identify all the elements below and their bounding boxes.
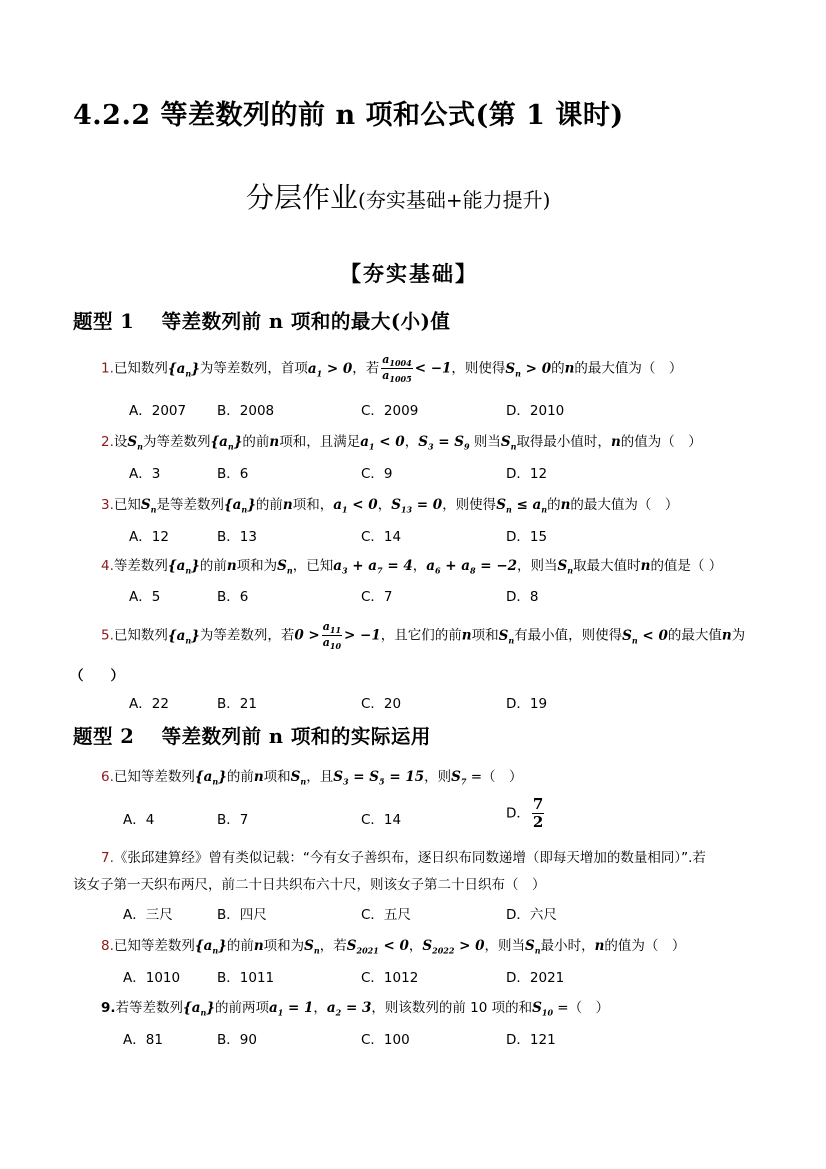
q4-option-c[interactable]: C．7 [361, 589, 393, 605]
q2-option-c[interactable]: C．9 [361, 466, 393, 482]
question-3: 3.已知$S_n$是等差数列$\{a_n\}$的前n项和，$a_1 < 0$，$S_{13} = 0$，则使得$S_n \le a_n$的n的最大值为（ ） [101, 497, 679, 515]
question-7-continuation: 该女子第一天织布两尺，前二十日共织布六十尺，则该女子第二十日织布（ ） [73, 877, 546, 893]
q7-option-b[interactable]: B．四尺 [217, 907, 267, 923]
q2-option-d[interactable]: D．12 [506, 466, 548, 482]
q9-option-d[interactable]: D．121 [506, 1032, 556, 1048]
question-number: 1. [101, 360, 114, 377]
q5-option-d[interactable]: D．19 [506, 696, 548, 712]
q5-option-a[interactable]: A．22 [129, 696, 169, 712]
question-number: 3. [101, 497, 114, 513]
q7-option-d[interactable]: D．六尺 [506, 907, 557, 923]
question-7-text: 《张邱建算经》曾有类似记载：“今有女子善织布，逐日织布同数递增（即每天增加的数量相同）”.若 [113, 850, 706, 866]
question-9: 9.若等差数列$\{a_n\}$的前两项$a_1 = 1$，$a_2 = 3$，则该数列的前 10 项的和$S_{10}$ =（ ） [101, 1000, 610, 1018]
q4-option-d[interactable]: D．8 [506, 589, 539, 605]
q9-option-b[interactable]: B．90 [217, 1032, 257, 1048]
question-7 [101, 846, 706, 866]
q3-option-a[interactable]: A．12 [129, 529, 169, 545]
q1-option-a[interactable]: A．2007 [129, 403, 187, 419]
q2-option-b[interactable]: B．6 [217, 466, 249, 482]
question-6: 6.已知等差数列$\{a_n\}$的前n项和$S_n$，且$S_3 = S_5 = 15$，则$S_7$ =（ ） [101, 769, 523, 787]
q3-option-d[interactable]: D．15 [506, 529, 548, 545]
q8-option-c[interactable]: C．1012 [361, 970, 419, 986]
q4-option-b[interactable]: B．6 [217, 589, 249, 605]
question-5: 5.已知数列$\{a_n\}$为等差数列，若0 > $\frac{a_{11}}{a_{10}}$ > −1，且它们的前n项和$S_n$有最小值，则使得$S_n < 0$的最大值n为 [101, 620, 746, 652]
section-heading: 【夯实基础】 [340, 261, 478, 286]
q1-option-d[interactable]: D．2010 [506, 403, 565, 419]
question-1: 1.已知数列$\{a_n\}$为等差数列，首项$a_1 > 0$，若 $\frac{a_{1004}}{a_{1005}}$ < −1，则使得$S_n > 0$的n的最大值为（ ） [101, 353, 683, 385]
q6-option-c[interactable]: C．14 [361, 812, 402, 828]
subtitle-note: (夯实基础+能力提升) [358, 188, 551, 212]
q6-option-d-label: D． [506, 805, 530, 822]
q8-option-b[interactable]: B．1011 [217, 970, 275, 986]
question-4: 4.等差数列$\{a_n\}$的前n项和为$S_n$，已知$a_3 + a_7 = 4$，$a_6 + a_8 = -2$，则当$S_n$取最大值时n的值是（ ） [101, 558, 723, 576]
q8-option-d[interactable]: D．2021 [506, 970, 565, 986]
subtitle-main: 分层作业 [246, 181, 359, 214]
fraction: $\frac{a_{1004}}{a_{1005}}$ [382, 353, 412, 385]
fraction: $\frac{a_{11}}{a_{10}}$ [322, 620, 342, 652]
q9-option-c[interactable]: C．100 [361, 1032, 410, 1048]
question-number: 5. [101, 627, 114, 644]
question-number: 8. [101, 938, 114, 954]
q6-option-d[interactable] [506, 797, 546, 830]
question-number: 2. [101, 434, 114, 450]
topic-heading-1: 题型 1 等差数列前 n 项和的最大(小)值 [73, 310, 451, 333]
q3-option-b[interactable]: B．13 [217, 529, 257, 545]
q7-option-c[interactable]: C．五尺 [361, 907, 411, 923]
question-number: 4. [101, 558, 114, 574]
q5-option-b[interactable]: B．21 [217, 696, 257, 712]
question-5-continuation: （ ） [70, 668, 124, 684]
q8-option-a[interactable]: A．1010 [123, 970, 181, 986]
q4-option-a[interactable]: A．5 [129, 589, 161, 605]
question-2: 2.设$S_n$为等差数列$\{a_n\}$的前n项和，且满足$a_1 < 0$，$S_3 = S_9$ 则当$S_n$取得最小值时，n的值为（ ） [101, 434, 702, 452]
question-number: 6. [101, 769, 114, 785]
q1-option-c[interactable]: C．2009 [361, 403, 419, 419]
q7-option-a[interactable]: A．三尺 [123, 907, 173, 923]
question-number: 9. [101, 1000, 116, 1016]
q2-option-a[interactable]: A．3 [129, 466, 161, 482]
q3-option-c[interactable]: C．14 [361, 529, 402, 545]
q9-option-a[interactable]: A．81 [123, 1032, 163, 1048]
question-number: 7. [101, 850, 114, 866]
q6-option-b[interactable]: B．7 [217, 812, 249, 828]
topic-heading-2: 题型 2 等差数列前 n 项和的实际运用 [73, 725, 431, 748]
question-8: 8.已知等差数列$\{a_n\}$的前n项和为$S_n$，若$S_{2021} < 0$，$S_{2022} > 0$，则当$S_n$最小时，n的值为（ ） [101, 938, 686, 956]
q6-option-a[interactable]: A．4 [123, 812, 155, 828]
fraction: $\frac{7}{2}$ [532, 795, 544, 831]
subtitle [246, 176, 550, 216]
q5-option-c[interactable]: C．20 [361, 696, 402, 712]
page-title: 4.2.2 等差数列的前 n 项和公式(第 1 课时) [73, 100, 624, 131]
q1-option-b[interactable]: B．2008 [217, 403, 275, 419]
